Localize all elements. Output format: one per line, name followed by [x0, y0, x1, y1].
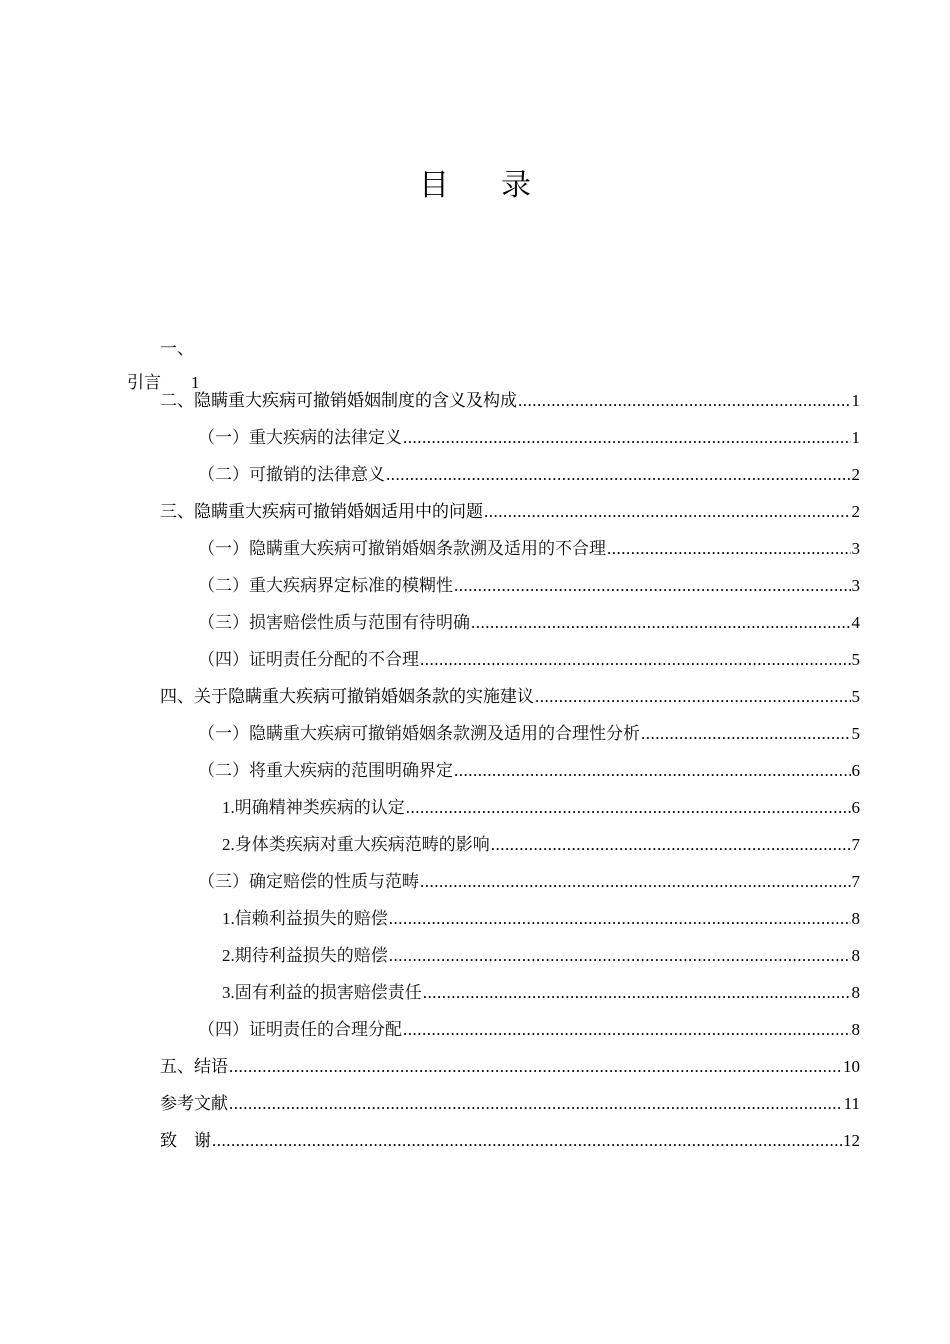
toc-entry-page: 8	[851, 983, 860, 1002]
toc-entry-label: （一）重大疾病的法律定义	[198, 428, 402, 448]
dot-leader	[386, 462, 851, 488]
dot-leader	[454, 573, 851, 599]
toc-entry[interactable]	[198, 536, 860, 562]
toc-entry-page: 5	[851, 650, 860, 669]
toc-entry[interactable]	[160, 499, 860, 525]
toc-entry[interactable]	[198, 573, 860, 599]
dot-leader	[607, 536, 851, 562]
toc-entry-label: 致 谢	[160, 1131, 211, 1151]
toc-entry[interactable]	[160, 1054, 860, 1080]
dot-leader	[471, 610, 851, 636]
toc-title	[0, 160, 950, 204]
toc-entry-page: 7	[851, 872, 860, 891]
toc-entry[interactable]	[198, 425, 860, 451]
dot-leader	[641, 721, 851, 747]
toc-entry[interactable]	[160, 684, 860, 710]
toc-entry-label: （四）证明责任的合理分配	[198, 1020, 402, 1040]
toc-entry-page: 2	[851, 465, 860, 484]
toc-entry[interactable]	[198, 758, 860, 784]
dot-leader	[212, 1128, 842, 1154]
dot-leader	[423, 980, 851, 1006]
toc-title-char-1: 目	[419, 168, 449, 203]
toc-entry-label: （三）损害赔偿性质与范围有待明确	[198, 613, 470, 633]
toc-title-char-2: 录	[501, 168, 531, 203]
toc-entry[interactable]	[160, 1091, 860, 1117]
toc-entry-page: 10	[843, 1057, 860, 1076]
dot-leader	[454, 758, 851, 784]
toc-entry-page: 8	[851, 1020, 860, 1039]
toc-entry-label: 五、结语	[160, 1057, 228, 1077]
toc-entry-page: 2	[851, 502, 860, 521]
toc-entry-page: 3	[851, 576, 860, 595]
toc-entry[interactable]	[198, 610, 860, 636]
toc-entry[interactable]	[222, 980, 860, 1006]
dot-leader	[518, 388, 851, 414]
toc-entry-label: （一）隐瞒重大疾病可撤销婚姻条款溯及适用的合理性分析	[198, 724, 640, 744]
toc-entry-label: 3.固有利益的损害赔偿责任	[222, 983, 422, 1002]
dot-leader	[535, 684, 851, 710]
toc-entry-label: （二）将重大疾病的范围明确界定	[198, 761, 453, 781]
dot-leader	[229, 1054, 842, 1080]
toc-entry[interactable]	[222, 795, 860, 821]
dot-leader	[229, 1091, 843, 1117]
toc-entry-page: 1	[851, 428, 860, 447]
dot-leader	[420, 869, 851, 895]
toc-intro-prefix: 一、	[160, 339, 194, 359]
toc-entry-page: 5	[851, 724, 860, 743]
toc-entry-label: （一）隐瞒重大疾病可撤销婚姻条款溯及适用的不合理	[198, 539, 606, 559]
toc-entry-page: 6	[851, 761, 860, 780]
toc-entry-label: 1.明确精神类疾病的认定	[222, 798, 405, 817]
toc-entry-label: （三）确定赔偿的性质与范畴	[198, 872, 419, 892]
toc-entry-label: （四）证明责任分配的不合理	[198, 650, 419, 670]
toc-entry-page: 4	[851, 613, 860, 632]
toc-entry-label: 2.期待利益损失的赔偿	[222, 946, 388, 965]
toc-entry-page: 11	[843, 1094, 860, 1113]
toc-entry[interactable]	[198, 647, 860, 673]
toc-entry-page: 1	[191, 373, 200, 392]
toc-entry[interactable]	[198, 869, 860, 895]
toc-entry[interactable]	[198, 462, 860, 488]
toc-entry[interactable]	[160, 1128, 860, 1154]
toc-entry-page: 7	[851, 835, 860, 854]
toc-entry-page: 8	[851, 909, 860, 928]
toc-entry-label: 参考文献	[160, 1094, 228, 1114]
toc-entry-label: 二、隐瞒重大疾病可撤销婚姻制度的含义及构成	[160, 391, 517, 411]
toc-entry-page: 8	[851, 946, 860, 965]
dot-leader	[389, 906, 851, 932]
toc-entry[interactable]	[222, 832, 860, 858]
dot-leader	[403, 1017, 851, 1043]
toc-entry[interactable]	[198, 721, 860, 747]
toc-entry-label: 四、关于隐瞒重大疾病可撤销婚姻条款的实施建议	[160, 687, 534, 707]
toc-entry-page: 5	[851, 687, 860, 706]
toc-entry-label: （二）重大疾病界定标准的模糊性	[198, 576, 453, 596]
toc-entry-page: 6	[851, 798, 860, 817]
toc-entry-label: 1.信赖利益损失的赔偿	[222, 909, 388, 928]
toc-entry-label: 引言	[127, 373, 161, 393]
toc-entry-label: 2.身体类疾病对重大疾病范畴的影响	[222, 835, 490, 854]
dot-leader	[406, 795, 851, 821]
dot-leader	[420, 647, 851, 673]
toc-entry[interactable]	[222, 943, 860, 969]
toc-entry-label: 三、隐瞒重大疾病可撤销婚姻适用中的问题	[160, 502, 483, 522]
dot-leader	[491, 832, 851, 858]
toc-entry-label: （二）可撤销的法律意义	[198, 465, 385, 485]
toc-entry-page: 1	[851, 391, 860, 410]
dot-leader	[403, 425, 851, 451]
toc-entry[interactable]	[160, 388, 860, 414]
toc-entry[interactable]	[222, 906, 860, 932]
dot-leader	[389, 943, 851, 969]
toc-entry[interactable]	[198, 1017, 860, 1043]
toc-entry-page: 3	[851, 539, 860, 558]
dot-leader	[484, 499, 851, 525]
toc-entry-page: 12	[843, 1131, 860, 1150]
